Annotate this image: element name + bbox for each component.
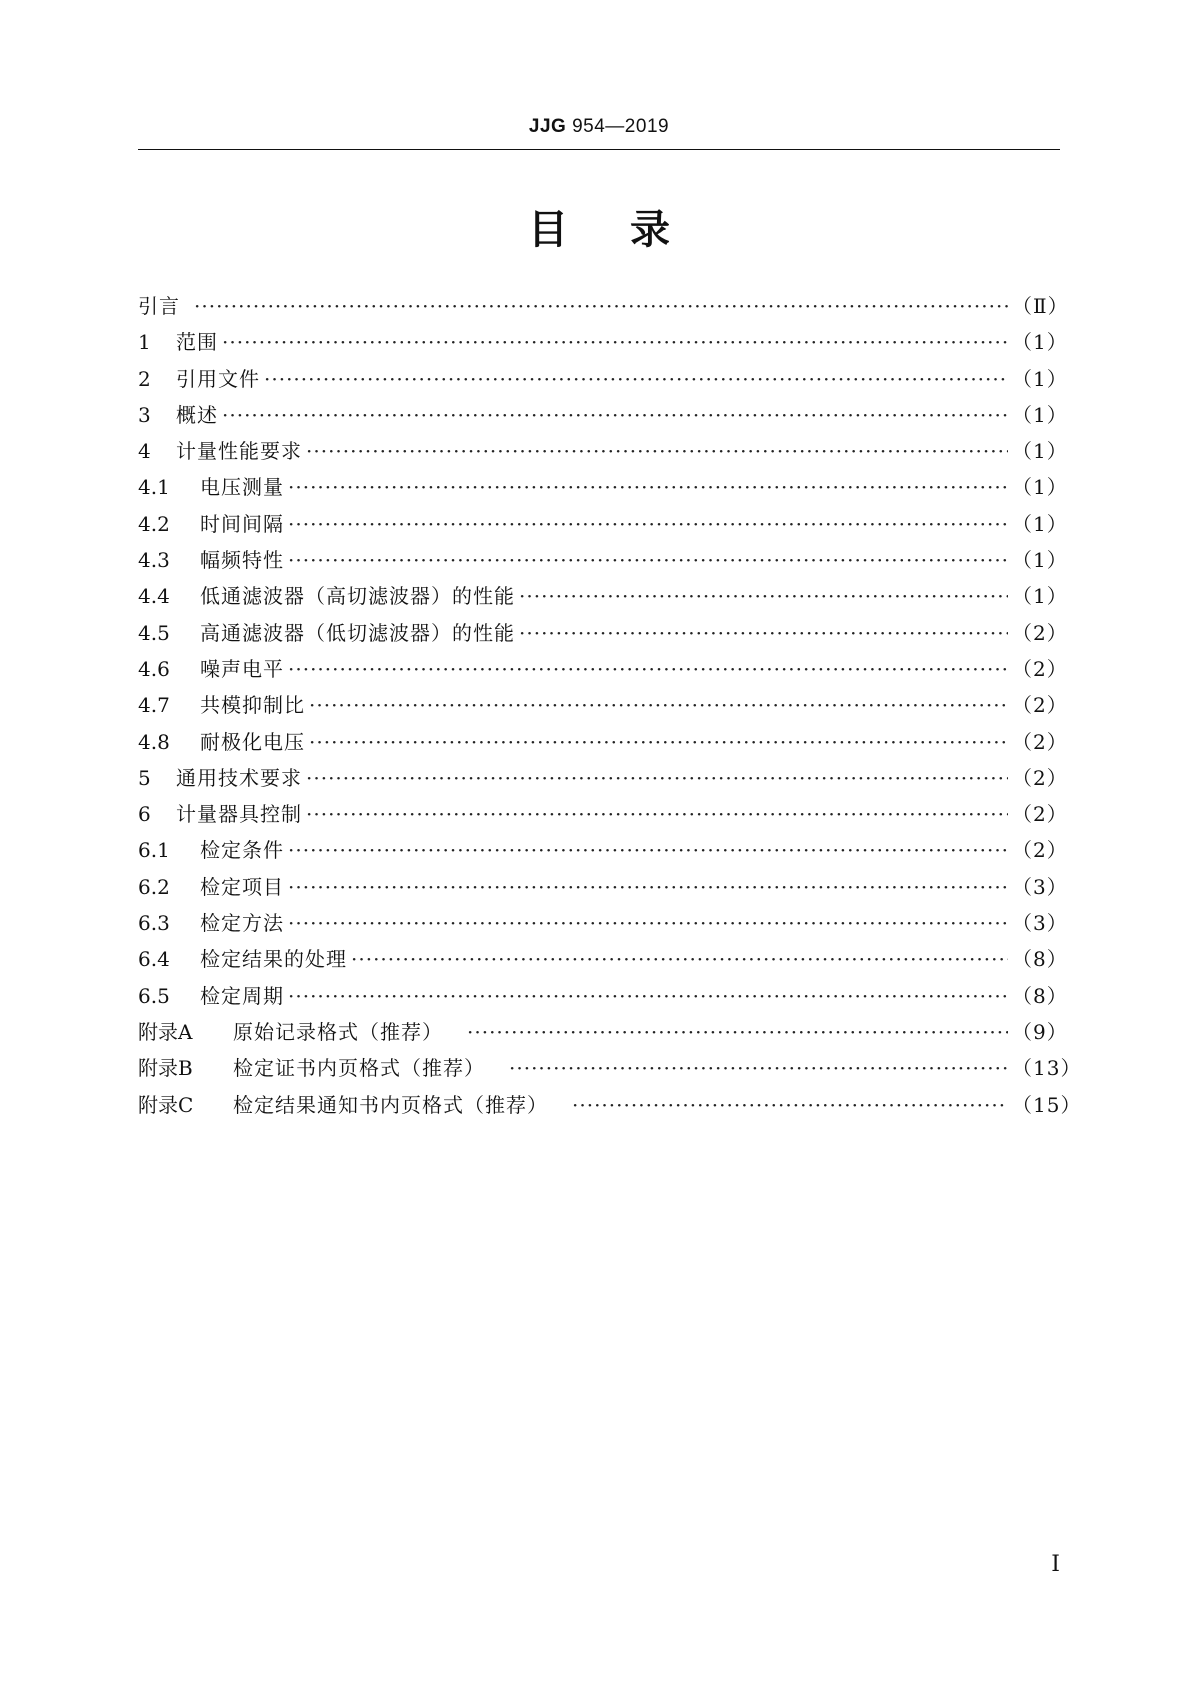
toc-entry-page: （1） [1012, 366, 1068, 391]
toc-entry-number: 1 [138, 330, 151, 355]
toc-entry[interactable] [138, 653, 1068, 689]
toc-entry[interactable] [138, 508, 1068, 544]
toc-entry-number: 6.3 [138, 911, 170, 936]
toc-entry-page: （1） [1012, 402, 1068, 427]
toc-entry-label: 耐极化电压 [200, 729, 305, 754]
toc-entry-number: 4.8 [138, 729, 170, 754]
toc-entry-label: 引用文件 [176, 366, 260, 391]
toc-entry-page: （2） [1012, 620, 1068, 645]
toc-dot-leader [222, 330, 1008, 354]
toc-entry-page: （2） [1012, 656, 1068, 681]
toc-entry-appendix[interactable] [138, 1089, 1082, 1125]
toc-entry-label: 时间间隔 [200, 511, 284, 536]
toc-dot-leader [509, 1056, 1008, 1080]
toc-entry-label: 低通滤波器（高切滤波器）的性能 [200, 584, 515, 609]
toc-dot-leader [288, 875, 1008, 899]
toc-entry-number: 2 [138, 366, 151, 391]
toc-entry-number: 5 [138, 765, 151, 790]
toc-dot-leader [572, 1093, 1008, 1117]
toc-dot-leader [288, 984, 1008, 1008]
toc-entry-label: 原始记录格式（推荐） [233, 1019, 443, 1044]
toc-entry-number: 4.3 [138, 548, 170, 573]
toc-dot-leader [222, 403, 1008, 427]
header-rule [138, 149, 1060, 150]
toc-entry-page: （1） [1012, 439, 1068, 464]
toc-dot-leader [288, 838, 1008, 862]
toc-entry[interactable] [138, 580, 1068, 616]
toc-dot-leader [467, 1020, 1008, 1044]
toc-entry-label: 电压测量 [200, 475, 284, 500]
toc-entry-number: 4.2 [138, 511, 170, 536]
toc-entry-number: 4.1 [138, 475, 170, 500]
code-prefix: JJG [528, 116, 567, 137]
toc-entry[interactable] [138, 943, 1068, 979]
toc-dot-leader [288, 911, 1008, 935]
toc-entry-number: 4.7 [138, 693, 170, 718]
toc-entry-label: 检定结果通知书内页格式（推荐） [233, 1092, 548, 1117]
toc-entry[interactable] [138, 326, 1068, 362]
toc-entry-label: 计量器具控制 [176, 802, 302, 827]
toc-entry-page: （13） [1012, 1056, 1082, 1081]
toc-entry-number: 6 [138, 802, 151, 827]
toc-entry[interactable] [138, 617, 1068, 653]
toc-entry-label: 幅频特性 [200, 548, 284, 573]
toc-entry-page: （2） [1012, 729, 1068, 754]
toc-entry-label: 噪声电平 [200, 656, 284, 681]
toc-entry-intro[interactable] [138, 290, 1069, 326]
toc-entry[interactable] [138, 399, 1068, 435]
toc-entry-number: 4.6 [138, 656, 170, 681]
toc-entry-number: 附录B [138, 1056, 193, 1081]
toc-entry-page: （Ⅱ） [1012, 294, 1069, 318]
toc-entry-page: （1） [1012, 475, 1068, 500]
toc-entry[interactable] [138, 544, 1068, 580]
toc-entry-number: 6.2 [138, 874, 170, 899]
toc-entry[interactable] [138, 871, 1068, 907]
toc-entry[interactable] [138, 762, 1068, 798]
toc-title: 目录 [528, 207, 732, 253]
toc-entry[interactable] [138, 834, 1068, 870]
toc-entry-number: 4 [138, 439, 151, 464]
toc-entry-label: 检定条件 [200, 838, 284, 863]
toc-entry-label: 检定周期 [200, 983, 284, 1008]
toc-entry-number: 附录A [138, 1019, 193, 1044]
toc-dot-leader [309, 730, 1008, 754]
toc-entry[interactable] [138, 980, 1068, 1016]
toc-dot-leader [519, 584, 1008, 608]
toc-entry-page: （9） [1012, 1019, 1068, 1044]
toc-entry-label: 共模抑制比 [200, 693, 305, 718]
toc-entry-page: （8） [1012, 947, 1068, 972]
toc-dot-leader [264, 367, 1008, 391]
toc-dot-leader [519, 621, 1008, 645]
toc-entry[interactable] [138, 435, 1068, 471]
toc-entry-page: （15） [1012, 1092, 1082, 1117]
toc-dot-leader [351, 947, 1008, 971]
toc-entry[interactable] [138, 907, 1068, 943]
toc-dot-leader [288, 512, 1008, 536]
toc-entry-page: （1） [1012, 511, 1068, 536]
toc-entry-page: （8） [1012, 983, 1068, 1008]
toc-dot-leader [288, 475, 1008, 499]
code-number: 954—2019 [572, 116, 670, 137]
toc-entry-page: （3） [1012, 911, 1068, 936]
toc-dot-leader [288, 548, 1008, 572]
toc-entry-label: 引言 [138, 294, 180, 318]
toc-entry-page: （1） [1012, 330, 1068, 355]
toc-entry-number: 附录C [138, 1092, 194, 1117]
toc-dot-leader [309, 693, 1008, 717]
toc-entry[interactable] [138, 689, 1068, 725]
toc-entry-label: 范围 [176, 330, 218, 355]
toc-entry[interactable] [138, 363, 1068, 399]
toc-entry-appendix[interactable] [138, 1052, 1082, 1088]
toc-entry[interactable] [138, 726, 1068, 762]
document-code-header [138, 116, 1060, 138]
toc-entry-label: 检定证书内页格式（推荐） [233, 1056, 485, 1081]
toc-dot-leader [194, 294, 1008, 318]
toc-entry-page: （2） [1012, 693, 1068, 718]
toc-entry-number: 6.4 [138, 947, 170, 972]
toc-entry-number: 6.5 [138, 983, 170, 1008]
toc-entry-number: 4.4 [138, 584, 170, 609]
toc-entry[interactable] [138, 471, 1068, 507]
toc-entry-page: （2） [1012, 802, 1068, 827]
page-number: Ⅰ [1051, 1552, 1060, 1577]
toc-entry-page: （1） [1012, 548, 1068, 573]
toc-dot-leader [306, 802, 1008, 826]
toc-entry-number: 3 [138, 402, 151, 427]
toc-entry-page: （1） [1012, 584, 1068, 609]
toc-dot-leader [306, 766, 1008, 790]
toc-entry-number: 4.5 [138, 620, 170, 645]
toc-entry-page: （2） [1012, 838, 1068, 863]
toc-entry-number: 6.1 [138, 838, 170, 863]
toc-entry-label: 概述 [176, 402, 218, 427]
toc-entry-label: 检定方法 [200, 911, 284, 936]
toc-entry[interactable] [138, 798, 1068, 834]
toc-entry-appendix[interactable] [138, 1016, 1068, 1052]
toc-entry-label: 检定结果的处理 [200, 947, 347, 972]
toc-dot-leader [288, 657, 1008, 681]
toc-entry-label: 计量性能要求 [176, 439, 302, 464]
toc-entry-page: （3） [1012, 874, 1068, 899]
toc-entry-page: （2） [1012, 765, 1068, 790]
toc-entry-label: 高通滤波器（低切滤波器）的性能 [200, 620, 515, 645]
toc-entry-label: 通用技术要求 [176, 765, 302, 790]
toc-entry-label: 检定项目 [200, 874, 284, 899]
table-of-contents [138, 290, 1082, 1125]
toc-dot-leader [306, 439, 1008, 463]
